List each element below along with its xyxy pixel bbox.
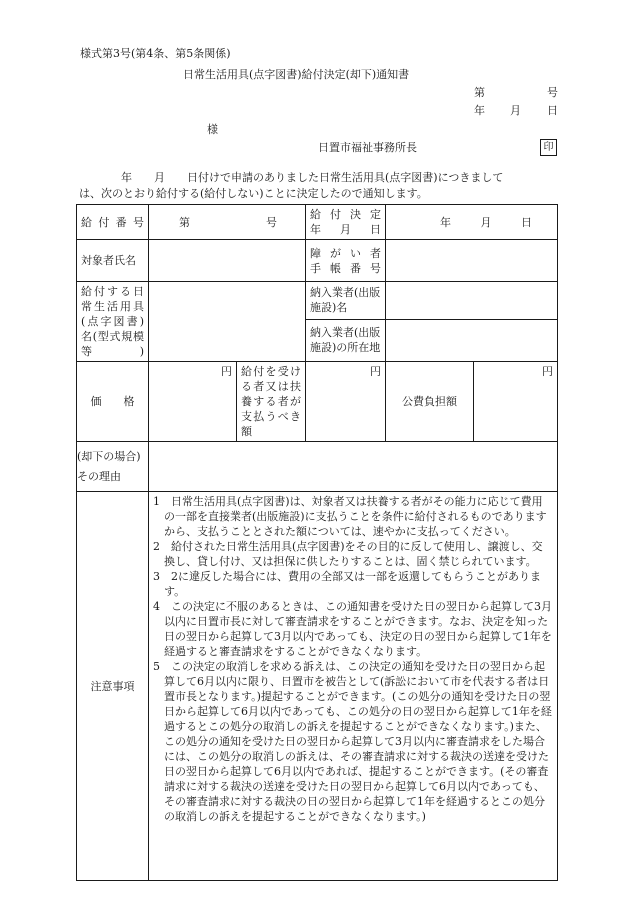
benefit-number-label: 給付番号 [77,205,149,240]
supplier-address-label: 納入業者(出版施設)の所在地 [306,319,386,361]
issuer-name: 日置市福祉事務所長 [318,141,417,154]
intro-line-2: は、次のとおり給付する(給付しない)ことに決定したので通知します。 [79,187,428,200]
table-row [77,240,558,282]
handbook-number-label [306,240,386,282]
table-row [77,362,558,442]
decision-date-label [306,205,386,240]
recipient-name-field[interactable] [149,240,306,282]
note-3: 3 2に違反した場合には、費用の全部又は一部を返還してもらうことがあります。 [153,570,541,598]
item-name-field[interactable] [149,282,306,362]
addressee-suffix: 様 [207,123,218,136]
rejection-label-line1: (却下の場合) [77,450,141,463]
notice-date-month: 月 [510,104,521,117]
public-burden-field[interactable] [474,362,558,442]
decision-date-label-line2: 年月日 [310,223,381,236]
notice-date-year: 年 [474,104,485,117]
note-4: 4 この決定に不服のあるときは、この通知書を受けた日の翌日から起算して3月以内に日置市長に対して審査請求をすることができます。なお、決定を知った日の翌日から起算して3月以内であっても、決定の日の翌日から起算して1年を経過すると審査請求をすることができなくなります。 [153,600,552,658]
price-yen-unit: 円 [221,365,232,378]
price-field[interactable] [149,362,237,442]
handbook-label-line2: 手帳番号 [310,261,381,275]
item-name-label: 給付する日常生活用具(点字図書)名(型式規模等) [77,282,149,362]
notice-number-prefix: 第 [474,86,485,99]
decision-date-day: 日 [521,215,532,229]
decision-date-label-line1: 給付決定 [310,208,381,221]
benefit-number-field[interactable] [149,205,306,240]
note-1: 1 日常生活用具(点字図書)は、対象者又は扶養する者がその能力に応じて費用の一部を直接業者(出版施設)に支払うことを条件に給付されるものでありますから、支払うこととされた額については、速やかに支払ってください。 [153,495,547,538]
intro-line-1: 年 月 日付けで申請のありました日常生活用具(点字図書)につきまして [121,171,504,184]
notes-label: 注意事項 [77,492,149,881]
public-burden-label: 公費負担額 [386,362,474,442]
decision-date-year: 年 [440,215,451,229]
intro-text [79,170,559,202]
handbook-number-field[interactable] [386,240,558,282]
note-5: 5 この決定の取消しを求める訴えは、この決定の通知を受けた日の翌日から起算して6月以内に限り、日置市を被告として(訴訟において市を代表する者は日置市長となります。)提起することができます。(この処分の通知を受けた日の翌日から起算して6月以内であっても、この処分の日の翌日から起算して1年を経過するとこの処分の取消しの訴えを提起することができなくなります。)また、この処分の通知を受けた日の翌日から起算して3月以内に審査請求をした場合には、この処分の取消しの訴えは、その審査請求に対する裁決の送達を受けた日の翌日から起算して6月以内であれば、提起することができます。(その審査請求に対する裁決の送達を受けた日の翌日から起算して6月以内であっても、その審査請求に対する裁決の日の翌日から起算して1年を経過するとこの処分の取消しの訴えを提起することができなくなります。) [153,660,552,823]
document-title: 日常生活用具(点字図書)給付決定(却下)通知書 [183,68,410,81]
decision-date-field[interactable] [386,205,558,240]
table-row [77,442,558,492]
supplier-name-field[interactable] [386,282,558,320]
rejection-label-line2: その理由 [77,470,121,483]
benefit-number-suffix: 号 [266,215,277,229]
note-2: 2 給付された日常生活用具(点字図書)をその目的に反して使用し、譲渡し、交換し、貸し付け、又は担保に供したりすることは、固く禁じられています。 [153,540,543,568]
self-burden-field[interactable] [306,362,386,442]
rejection-reason-label [77,442,149,492]
self-burden-yen-unit: 円 [370,365,381,378]
seal-mark: 印 [540,139,557,156]
table-row [77,205,558,240]
table-row [77,492,558,881]
handbook-label-line1: 障がい者 [310,246,381,260]
notice-date-day: 日 [547,104,558,117]
benefit-form-table [76,204,558,881]
recipient-name-label: 対象者氏名 [77,240,149,282]
self-burden-label: 給付を受ける者又は扶養する者が支払うべき額 [237,362,306,442]
rejection-reason-field[interactable] [149,442,558,492]
form-number: 様式第3号(第4条、第5条関係) [80,47,231,60]
table-row [77,282,558,320]
price-label: 価 格 [77,362,149,442]
public-burden-yen-unit: 円 [542,365,553,378]
supplier-name-label: 納入業者(出版施設)名 [306,282,386,320]
benefit-number-prefix: 第 [179,215,190,229]
notes-content [149,492,558,881]
notice-number-suffix: 号 [547,86,558,99]
supplier-address-field[interactable] [386,319,558,361]
decision-date-month: 月 [480,215,492,229]
